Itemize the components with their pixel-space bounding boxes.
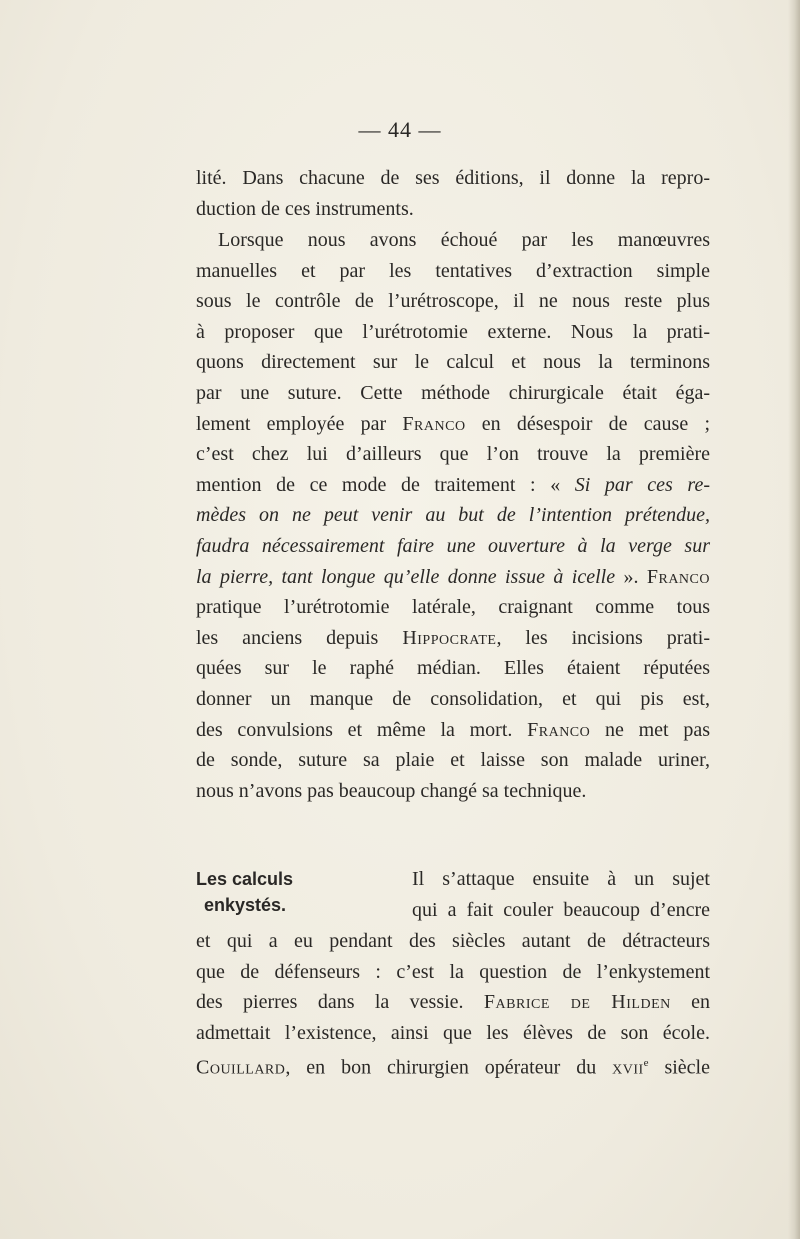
text-run: des pierres dans la vessie. xyxy=(196,991,484,1014)
text-line: quons directement sur le calcul et nous la terminons xyxy=(196,351,710,374)
text-run: les anciens depuis xyxy=(196,626,403,649)
paragraph-1 xyxy=(196,163,710,224)
quotation-line: faudra nécessairement faire une ouverture à la verge sur xyxy=(196,534,710,557)
text-run: siècle xyxy=(648,1057,710,1080)
text-line xyxy=(196,715,710,746)
page-edge-shadow xyxy=(788,0,800,1239)
text-line: pratique l’urétrotomie latérale, craignant comme tous xyxy=(196,596,710,619)
text-run: mention de ce mode de traitement : « xyxy=(196,473,575,496)
text-line xyxy=(196,623,710,654)
author-name: Franco xyxy=(402,412,466,435)
author-name: Fabrice de Hilden xyxy=(483,991,671,1014)
author-name: Couillard xyxy=(196,1057,286,1080)
text-line xyxy=(196,409,710,440)
text-line: qui a fait couler beaucoup d’encre xyxy=(412,898,710,921)
author-name: Franco xyxy=(527,718,591,741)
text-line: donner un manque de consolidation, et qui pis est, xyxy=(196,687,710,710)
text-line: nous n’avons pas beaucoup changé sa technique. xyxy=(196,779,587,802)
text-line: à proposer que l’urétrotomie externe. Nous la prati- xyxy=(196,320,710,343)
text-run: ne met pas xyxy=(590,718,710,741)
paragraph-3-start xyxy=(412,864,710,925)
author-name: Hippocrate xyxy=(402,626,497,649)
text-run: lement employée par xyxy=(196,412,403,435)
text-run: , en bon chirurgien opérateur du xyxy=(285,1057,613,1080)
text-line xyxy=(196,987,710,1018)
text-line: que de défenseurs : c’est la question de l’enkystement xyxy=(196,960,710,983)
century-numeral: xvii xyxy=(612,1057,644,1080)
superscript: e xyxy=(643,1057,649,1070)
author-name: Franco xyxy=(646,565,710,588)
text-line: manuelles et par les tentatives d’extraction simple xyxy=(196,259,710,282)
text-line: lité. Dans chacune de ses éditions, il donne la repro- xyxy=(196,167,710,189)
text-line: c’est chez lui d’ailleurs que l’on trouve la première xyxy=(196,443,710,466)
quotation: la pierre, tant longue qu’elle donne issue à icelle xyxy=(196,565,616,588)
margin-heading xyxy=(196,866,386,918)
text-line: par une suture. Cette méthode chirurgicale était éga- xyxy=(196,381,710,404)
text-line: quées sur le raphé médian. Elles étaient réputées xyxy=(196,657,710,680)
text-line: duction de ces instruments. xyxy=(196,197,414,220)
page-number: — 44 — xyxy=(358,117,442,142)
text-line: Lorsque nous avons échoué par les manœuvres xyxy=(218,229,710,251)
paragraph-2 xyxy=(196,225,710,806)
text-run: ». xyxy=(615,565,647,588)
quotation-line: mèdes on ne peut venir au but de l’intention prétendue, xyxy=(196,504,710,527)
text-run: en xyxy=(670,991,710,1014)
quotation: Si par ces re- xyxy=(574,473,710,496)
text-line: admettait l’existence, ainsi que les élèves de son école. xyxy=(196,1021,710,1044)
text-run: en désespoir de cause ; xyxy=(465,412,710,435)
text-line xyxy=(196,470,710,501)
text-line: sous le contrôle de l’urétroscope, il ne nous reste plus xyxy=(196,290,710,313)
paragraph-3 xyxy=(196,926,710,1079)
text-line: et qui a eu pendant des siècles autant de détracteurs xyxy=(196,930,710,952)
text-line: de sonde, suture sa plaie et laisse son malade uriner, xyxy=(196,749,710,772)
text-line xyxy=(196,562,710,593)
margin-heading-line: Les calculs xyxy=(196,869,294,889)
text-line: Il s’attaque ensuite à un sujet xyxy=(412,868,710,890)
text-run: des convulsions et même la mort. xyxy=(196,718,528,741)
margin-heading-line: enkystés. xyxy=(204,895,287,915)
text-run: , les incisions prati- xyxy=(496,626,710,649)
text-line xyxy=(196,1048,710,1079)
